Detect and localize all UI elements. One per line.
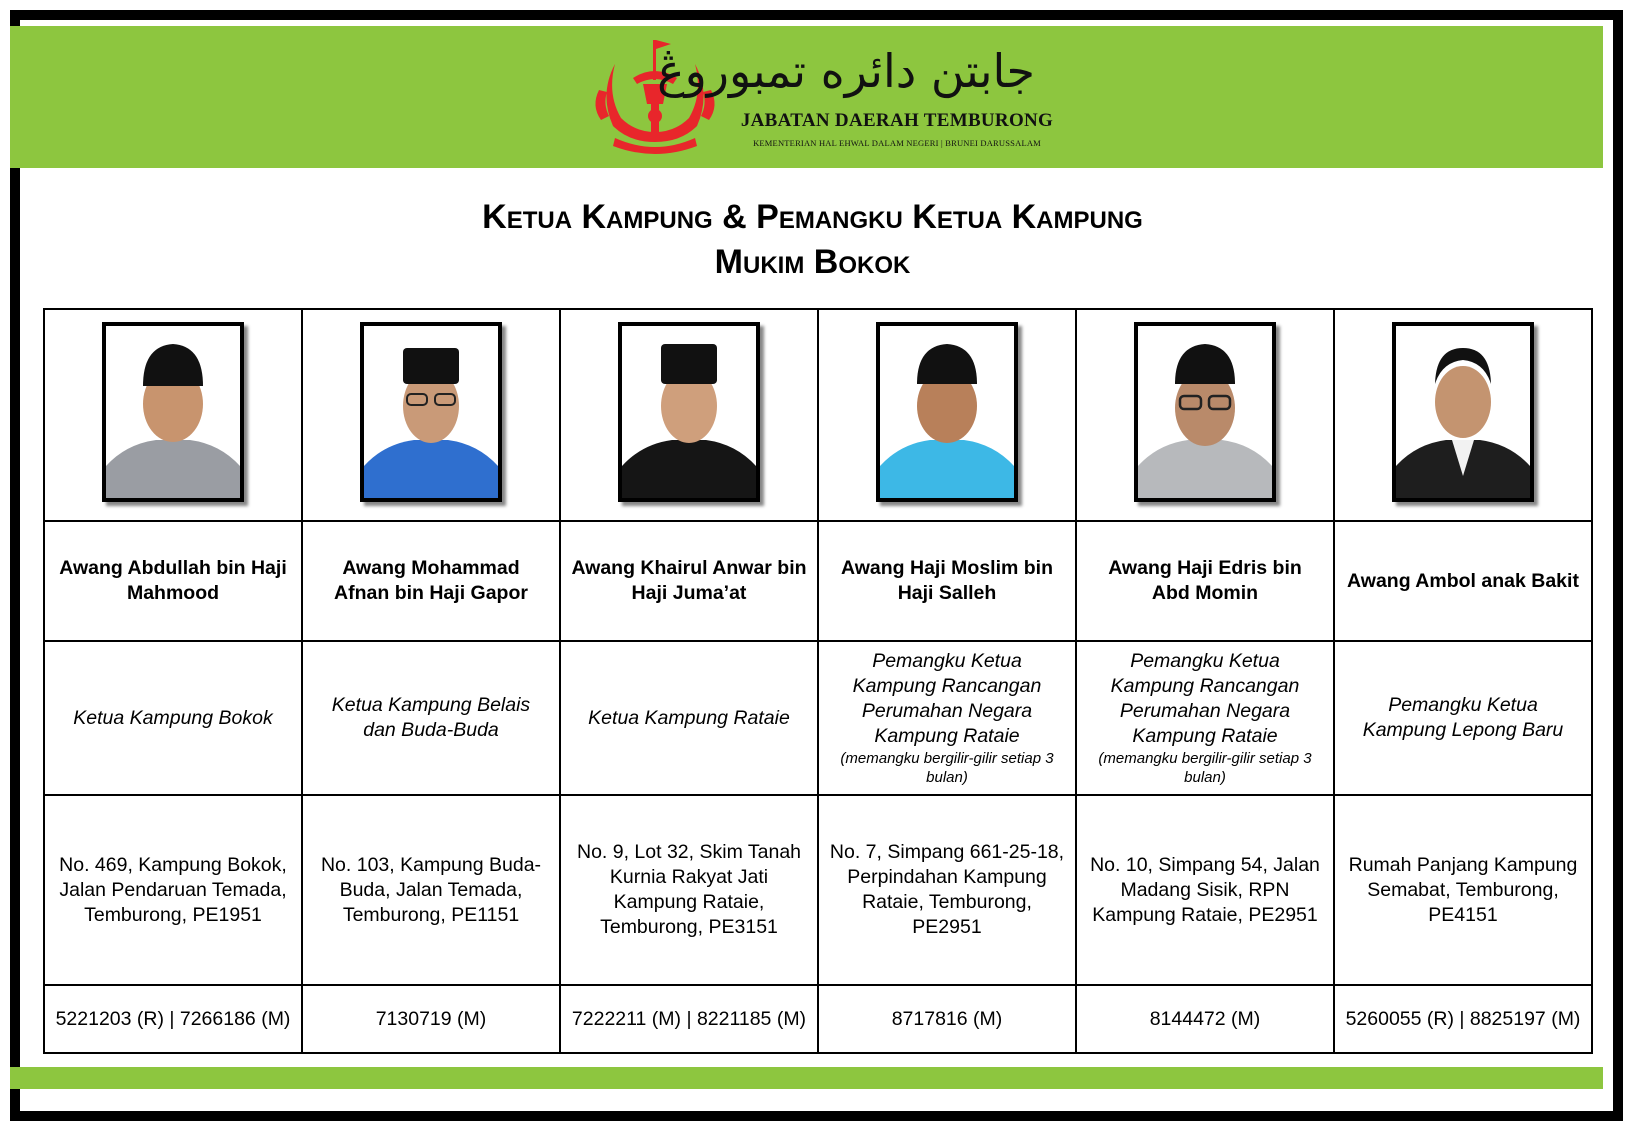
person-address: No. 7, Simpang 661-25-18, Perpindahan Kampung Rataie, Temburong, PE2951 xyxy=(818,795,1076,985)
role-cell xyxy=(818,641,1076,795)
page-title: Ketua Kampung & Pemangku Ketua Kampung xyxy=(482,198,1143,236)
person-phone: 8144472 (M) xyxy=(1076,985,1334,1053)
role-cell xyxy=(1076,641,1334,795)
person-photo xyxy=(360,322,502,502)
person-role: Pemangku Ketua Kampung Rancangan Perumahan Negara Kampung Rataie xyxy=(852,650,1042,747)
person-phone: 8717816 (M) xyxy=(818,985,1076,1053)
person-address: No. 9, Lot 32, Skim Tanah Kurnia Rakyat Jati Kampung Rataie, Temburong, PE3151 xyxy=(560,795,818,985)
header-banner xyxy=(10,26,1603,168)
photo-cell xyxy=(1334,309,1592,521)
person-address: Rumah Panjang Kampung Semabat, Temburong, PE4151 xyxy=(1334,795,1592,985)
photo-cell xyxy=(44,309,302,521)
role-cell xyxy=(560,641,818,795)
photo-cell xyxy=(1076,309,1334,521)
person-name: Awang Khairul Anwar bin Haji Juma’at xyxy=(560,521,818,641)
person-phone: 5221203 (R) | 7266186 (M) xyxy=(44,985,302,1053)
person-name: Awang Abdullah bin Haji Mahmood xyxy=(44,521,302,641)
role-cell xyxy=(302,641,560,795)
department-logo xyxy=(585,34,1065,162)
page-subtitle: Mukim Bokok xyxy=(714,243,911,281)
person-name: Awang Haji Moslim bin Haji Salleh xyxy=(818,521,1076,641)
photo-row xyxy=(44,309,1592,521)
name-row xyxy=(44,521,1592,641)
photo-cell xyxy=(560,309,818,521)
role-row xyxy=(44,641,1592,795)
department-name: JABATAN DAERAH TEMBURONG xyxy=(740,110,1054,131)
person-address: No. 10, Simpang 54, Jalan Madang Sisik, RPN Kampung Rataie, PE2951 xyxy=(1076,795,1334,985)
person-role: Ketua Kampung Bokok xyxy=(73,706,273,729)
person-photo xyxy=(618,322,760,502)
role-cell xyxy=(44,641,302,795)
photo-cell xyxy=(302,309,560,521)
person-photo xyxy=(1392,322,1534,502)
jawi-department-name: جابتن دائره تمبوروڠ xyxy=(657,44,1035,98)
person-phone: 5260055 (R) | 8825197 (M) xyxy=(1334,985,1592,1053)
phone-row xyxy=(44,985,1592,1053)
role-cell xyxy=(1334,641,1592,795)
person-photo xyxy=(102,322,244,502)
address-row xyxy=(44,795,1592,985)
person-name: Awang Haji Edris bin Abd Momin xyxy=(1076,521,1334,641)
person-phone: 7222211 (M) | 8221185 (M) xyxy=(560,985,818,1053)
ministry-name: KEMENTERIAN HAL EHWAL DALAM NEGERI | BRUNEI DARUSSALAM xyxy=(753,138,1041,148)
photo-cell xyxy=(818,309,1076,521)
person-role: Pemangku Ketua Kampung Rancangan Perumahan Negara Kampung Rataie xyxy=(1110,650,1300,747)
person-phone: 7130719 (M) xyxy=(302,985,560,1053)
person-address: No. 103, Kampung Buda-Buda, Jalan Temada, Temburong, PE1151 xyxy=(302,795,560,985)
person-role: Pemangku Ketua Kampung Lepong Baru xyxy=(1362,694,1564,741)
person-address: No. 469, Kampung Bokok, Jalan Pendaruan Temada, Temburong, PE1951 xyxy=(44,795,302,985)
person-photo xyxy=(1134,322,1276,502)
role-note: (memangku bergilir-gilir setiap 3 bulan) xyxy=(840,750,1054,786)
person-role: Ketua Kampung Rataie xyxy=(588,706,790,729)
village-heads-table xyxy=(43,308,1593,1054)
footer-bar xyxy=(10,1067,1603,1089)
person-photo xyxy=(876,322,1018,502)
role-note: (memangku bergilir-gilir setiap 3 bulan) xyxy=(1098,750,1312,786)
person-name: Awang Mohammad Afnan bin Haji Gapor xyxy=(302,521,560,641)
person-role: Ketua Kampung Belais dan Buda-Buda xyxy=(331,694,531,741)
person-name: Awang Ambol anak Bakit xyxy=(1334,521,1592,641)
